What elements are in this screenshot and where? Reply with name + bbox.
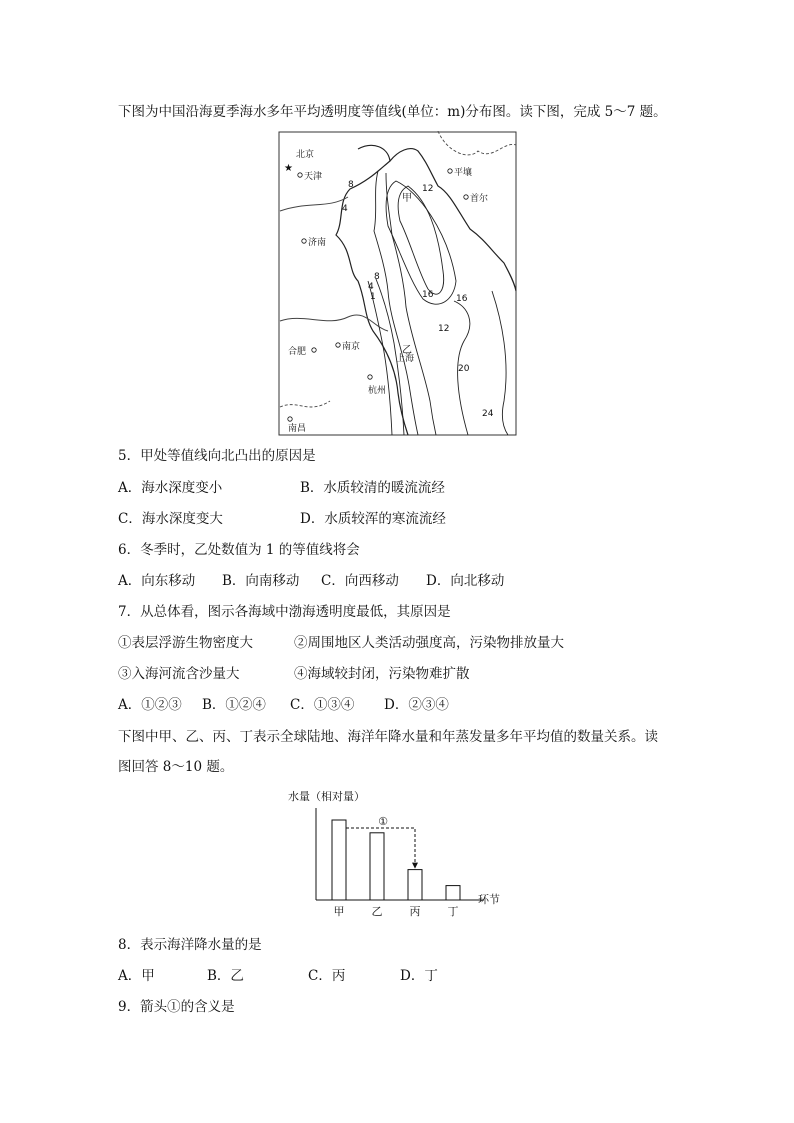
q5-stem: 5．甲处等值线向北凸出的原因是 [118,448,316,464]
contour-label: 4 [368,282,374,292]
contour-label: 20 [458,364,470,374]
q9-stem: 9．箭头①的含义是 [118,999,235,1015]
q5-option-c: C．海水深度变大 [118,511,223,527]
contour-label: 16 [456,294,468,304]
water-balance-chart [286,786,526,922]
intro-text-2b: 图回答 8～10 题。 [118,759,234,775]
city-nanjing: 南京 [342,342,361,352]
point-jia: 甲 [402,193,412,204]
city-hangzhou: 杭州 [368,386,387,396]
q8-stem: 8．表示海洋降水量的是 [118,937,262,953]
city-shanghai: 上海 [396,354,415,364]
x-tick-label: 乙 [371,905,383,918]
q8-option-b: B．乙 [207,968,244,984]
q7-option-c: C．①③④ [290,697,355,713]
q7-statement-2: ②周围地区人类活动强度高，污染物排放量大 [294,635,564,651]
q6-option-c: C．向西移动 [321,573,399,589]
beijing-star-icon: ★ [284,163,293,174]
contour-label: 1 [370,292,376,302]
bar-2 [408,870,422,900]
y-axis-label: 水量（相对量） [288,790,365,803]
city-nanchang: 南昌 [288,424,307,434]
q7-option-d: D．②③④ [384,697,449,713]
q5-option-a: A．海水深度变小 [118,480,223,496]
q6-stem: 6．冬季时，乙处数值为 1 的等值线将会 [118,542,360,558]
city-jinan: 济南 [308,238,327,248]
city-pyongyang: 平壤 [454,168,473,178]
contour-label: 12 [438,324,450,334]
contour-label: 8 [374,272,380,282]
intro-text-1: 下图为中国沿海夏季海水多年平均透明度等值线(单位：m)分布图。读下图，完成 5～7 题。 [118,104,667,120]
x-tick-label: 甲 [333,905,345,918]
contour-label: 24 [482,409,494,419]
q6-option-b: B．向南移动 [222,573,300,589]
x-axis-label: 环节 [478,893,500,906]
contour-label: 16 [422,290,434,300]
q7-statement-1: ①表层浮游生物密度大 [118,635,253,651]
contour-label: 12 [422,184,434,194]
transparency-contour-map [278,131,517,436]
bar-0 [332,820,346,900]
x-tick-label: 丙 [409,905,421,918]
city-hefei: 合肥 [288,347,307,357]
q7-option-a: A．①②③ [118,697,182,713]
q8-option-a: A．甲 [118,968,155,984]
q7-option-b: B．①②④ [202,697,266,713]
x-tick-label: 丁 [447,905,459,918]
city-seoul: 首尔 [470,194,489,204]
q6-option-a: A．向东移动 [118,573,196,589]
q8-option-d: D．丁 [400,968,438,984]
city-tianjin: 天津 [304,172,323,182]
arrow-head [412,863,418,869]
q6-option-d: D．向北移动 [426,573,505,589]
bar-3 [446,886,460,900]
bar-1 [370,833,384,900]
q7-stem: 7．从总体看，图示各海域中渤海透明度最低，其原因是 [118,604,451,620]
q7-statement-4: ④海域较封闭，污染物难扩散 [294,666,470,682]
contour-label: 8 [348,180,354,190]
contour-label: 4 [342,204,348,214]
city-beijing: 北京 [296,150,315,160]
q8-option-c: C．丙 [308,968,346,984]
arrow-label: ① [378,815,388,828]
q5-option-b: B．水质较清的暖流流经 [300,480,445,496]
q7-statement-3: ③入海河流含沙量大 [118,666,240,682]
q5-option-d: D．水质较浑的寒流流经 [300,511,446,527]
point-yi: 乙 [402,345,412,356]
intro-text-2a: 下图中甲、乙、丙、丁表示全球陆地、海洋年降水量和年蒸发量多年平均值的数量关系。读 [118,729,658,745]
